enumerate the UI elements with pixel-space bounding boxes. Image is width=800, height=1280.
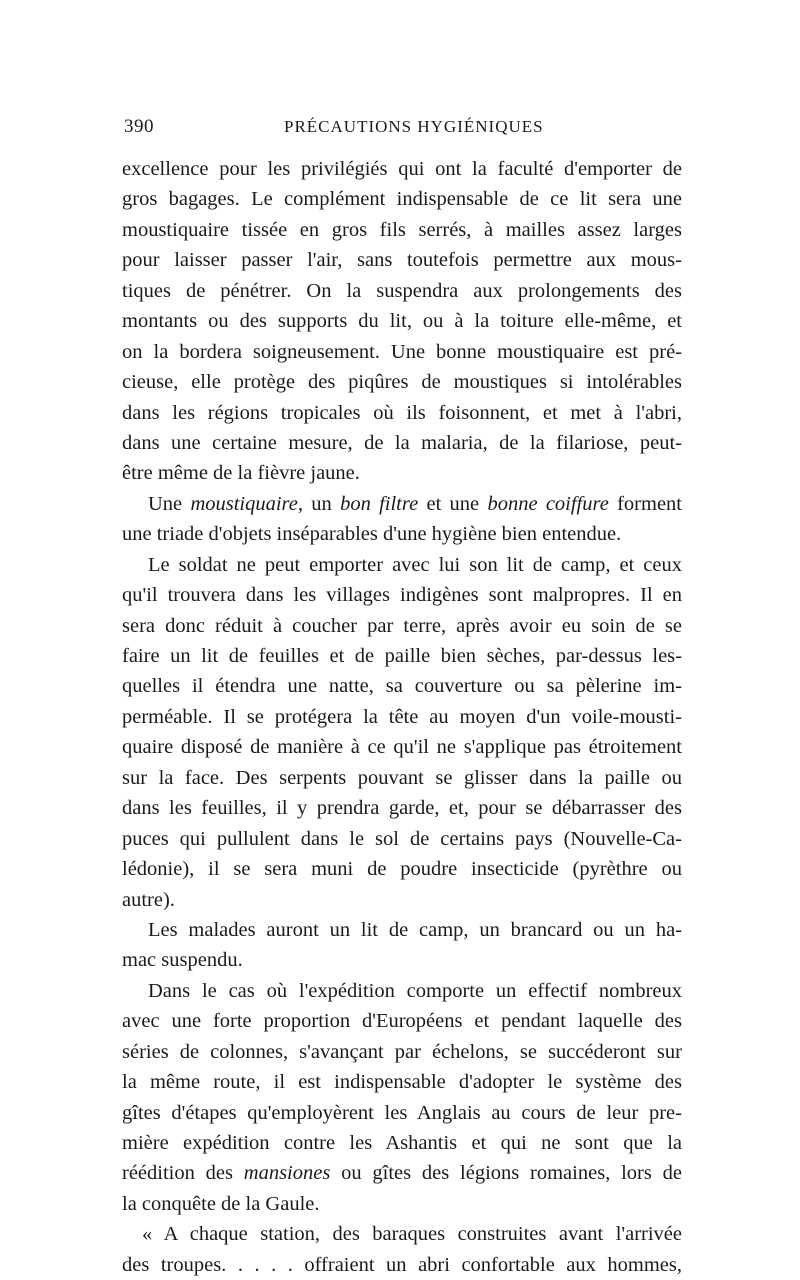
text-segment: puces qui pullulent dans le sol de certains pays (Nouvelle-Ca- [122,827,682,850]
text-line [122,1158,682,1188]
text-line [122,184,682,214]
text-line [122,1128,682,1158]
text-segment: faire un lit de feuilles et de paille bien sèches, par-dessus les- [122,645,682,667]
text-line [122,611,682,641]
body-text [122,154,682,1280]
text-line [122,215,682,245]
text-segment: lédonie), il se sera muni de poudre insecticide (pyrèthre ou [122,858,682,881]
text-segment: une triade d'objets inséparables d'une hygiène bien entendue. [122,523,622,546]
text-segment: mière expédition contre les Ashantis et qui ne sont que la [122,1132,682,1154]
text-line [122,1067,682,1097]
text-line [122,854,682,884]
text-segment: et une [418,492,488,515]
text-line [122,306,682,336]
text-line [122,793,682,823]
text-line [122,580,682,610]
text-segment: , un [297,492,341,515]
text-line [122,367,682,397]
text-segment: Le soldat ne peut emporter avec lui son lit de camp, et ceux [148,553,682,576]
text-segment: Une [148,492,191,515]
text-line [122,732,682,762]
text-line [122,1250,682,1280]
text-segment: dans les régions tropicales où ils foisonnent, et met à l'abri, [122,401,682,424]
text-line [122,1098,682,1128]
text-segment: excellence pour les privilégiés qui ont la faculté d'emporter de [122,158,682,180]
text-line [122,1189,682,1219]
italic-text: mansiones [243,1162,331,1185]
text-segment: qu'il trouvera dans les villages indigènes sont malpropres. Il en [122,584,682,607]
text-line [122,398,682,428]
text-line [122,763,682,793]
text-segment: réédition des [122,1162,244,1185]
italic-text: bonne coiffure [487,492,609,515]
text-line [122,428,682,458]
text-segment: moustiquaire tissée en gros fils serrés, à mailles assez larges [122,218,682,241]
text-segment: mac suspendu. [122,949,243,972]
text-segment: pour laisser passer l'air, sans toutefois permettre aux mous- [122,249,682,272]
text-segment: gros bagages. Le complément indispensable de ce lit sera une [122,188,682,211]
text-segment: dans les feuilles, il y prendra garde, et, pour se débarrasser des [122,797,682,820]
italic-text: moustiquaire [190,492,298,515]
italic-text: bon filtre [340,492,419,515]
text-segment: sera donc réduit à coucher par terre, après avoir eu soin de se [122,614,682,637]
text-line [122,641,682,671]
text-line [122,1006,682,1036]
text-line [122,337,682,367]
text-line [122,550,682,580]
running-head: PRÉCAUTIONS HYGIÉNIQUES [284,117,544,136]
text-segment: « A chaque station, des baraques construites avant l'arrivée [142,1223,682,1246]
text-line [122,489,682,519]
text-segment: la conquête de la Gaule. [122,1192,320,1215]
text-segment: des troupes. . . . . offraient un abri confortable aux hommes, [122,1253,682,1276]
text-segment: cieuse, elle protège des piqûres de moustiques si intolérables [122,371,682,394]
text-line [122,1219,682,1249]
text-line [122,976,682,1006]
text-line [122,276,682,306]
text-segment: autre). [122,888,175,911]
text-line [122,702,682,732]
text-segment: Les malades auront un lit de camp, un brancard ou un ha- [148,918,682,941]
text-line [122,1037,682,1067]
text-line [122,945,682,975]
text-line [122,671,682,701]
text-line [122,885,682,915]
text-segment: ou gîtes des légions romaines, lors de [330,1162,682,1185]
text-line [122,824,682,854]
text-segment: gîtes d'étapes qu'employèrent les Anglais au cours de leur pre- [122,1101,682,1124]
text-line [122,915,682,945]
text-segment: montants ou des supports du lit, ou à la toiture elle-même, et [122,310,682,333]
text-segment: quaire disposé de manière à ce qu'il ne s'applique pas étroitement [122,736,682,759]
text-line [122,154,682,184]
text-segment: Dans le cas où l'expédition comporte un effectif nombreux [148,979,682,1002]
page-header [124,116,684,140]
text-segment: dans une certaine mesure, de la malaria, de la filariose, peut- [122,431,682,454]
text-line [122,519,682,549]
text-segment: séries de colonnes, s'avançant par échelons, se succéderont sur [122,1040,682,1063]
text-segment: sur la face. Des serpents pouvant se glisser dans la paille ou [122,766,682,789]
text-segment: perméable. Il se protégera la tête au moyen d'un voile-mousti- [122,705,682,728]
text-line [122,458,682,488]
text-segment: être même de la fièvre jaune. [122,462,360,485]
text-line [122,245,682,275]
text-segment: on la bordera soigneusement. Une bonne moustiquaire est pré- [122,340,682,363]
text-segment: la même route, il est indispensable d'adopter le système des [122,1071,682,1094]
text-segment: forment [608,492,682,515]
text-segment: quelles il étendra une natte, sa couverture ou sa pèlerine im- [122,675,682,698]
page-number: 390 [124,116,154,137]
text-segment: tiques de pénétrer. On la suspendra aux prolongements des [122,279,682,302]
text-segment: avec une forte proportion d'Européens et pendant laquelle des [122,1010,682,1033]
